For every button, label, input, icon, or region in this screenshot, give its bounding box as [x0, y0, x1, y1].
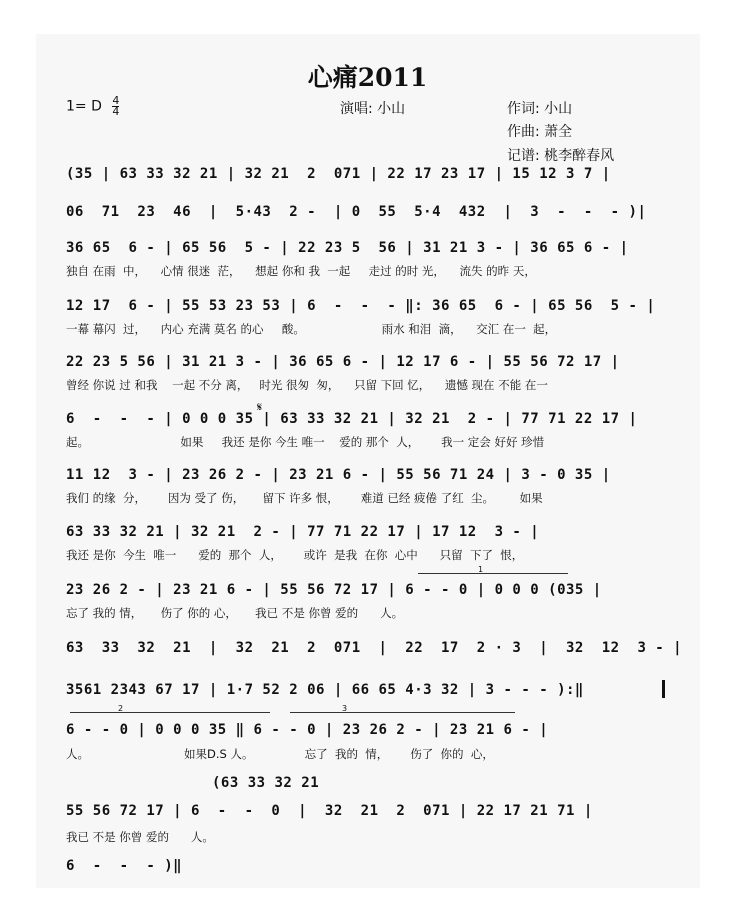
notation-line-6: 6 - - - | 0 0 0 35 | 63 33 32 21 | 32 21 2 - | 77 71 22 17 | — [66, 411, 638, 427]
volta-label-3: 3 — [342, 704, 348, 713]
song-title: 心痛2011 — [307, 63, 428, 92]
composer-credit: 作曲: 萧全 — [507, 124, 573, 140]
repeat-end-bar — [662, 680, 665, 698]
time-beats: 4 — [112, 94, 120, 107]
volta-bracket-2 — [70, 704, 270, 719]
volta-label-1: 1 — [478, 565, 484, 574]
volta-bracket-1 — [418, 565, 568, 580]
notation-line-3: 36 65 6 - | 65 56 5 - | 22 23 5 56 | 31 21 3 - | 36 65 6 - | — [66, 240, 629, 256]
volta-label-2: 2 — [118, 704, 124, 713]
notation-line-12: 6 - - 0 | 0 0 0 35 ‖ 6 - - 0 | 23 26 2 - | 23 21 6 - | — [66, 722, 549, 738]
time-signature — [112, 96, 119, 117]
notation-line-2: 06 71 23 46 | 5·43 2 - | 0 55 5·4 432 | 3 - - - )| — [66, 204, 647, 220]
lyric-line-9: 忘了 我的 情， 伤了 你的 心， 我已 不是 你曾 爱的 人。 — [66, 606, 404, 620]
key-signature — [66, 96, 119, 117]
lyricist-credit: 作词: 小山 — [507, 101, 573, 117]
notation-line-10: 63 33 32 21 | 32 21 2 071 | 22 17 2 · 3 | 32 12 3 - | — [66, 640, 683, 656]
lyric-line-8: 我还 是你 今生 唯一 爱的 那个 人， 或许 是我 在你 心中 只留 下了 恨， — [66, 548, 524, 562]
notation-line-8: 63 33 32 21 | 32 21 2 - | 77 71 22 17 | 17 12 3 - | — [66, 524, 540, 540]
lyric-line-7: 我们 的缘 分， 因为 受了 伤， 留下 许多 恨， 难道 已经 疲倦 了红 尘。 如果 — [66, 491, 543, 505]
notation-line-15: 6 - - - )‖ — [66, 858, 183, 874]
notation-line-11: 3561 2343 67 17 | 1·7 52 2 06 | 66 65 4·3 32 | 3 - - - ):‖ — [66, 682, 584, 698]
lyric-line-3: 独自 在雨 中， 心情 很迷 茫， 想起 你和 我 一起 走过 的时 光， 流失 的昨 天， — [66, 264, 536, 278]
notation-line-5: 22 23 5 56 | 31 21 3 - | 36 65 6 - | 12 17 6 - | 55 56 72 17 | — [66, 354, 620, 370]
lyric-line-12: 人。 如果D.S 人。 忘了 我的 情， 伤了 你的 心， — [66, 747, 494, 761]
notation-line-14: 55 56 72 17 | 6 - - 0 | 32 21 2 071 | 22 17 21 71 | — [66, 803, 593, 819]
lyric-line-6: 起。 如果 我还 是你 今生 唯一 爱的 那个 人， 我一 定会 好好 珍惜 — [66, 435, 545, 449]
notation-line-7: 11 12 3 - | 23 26 2 - | 23 21 6 - | 55 56 71 24 | 3 - 0 35 | — [66, 467, 611, 483]
volta-bracket-3 — [290, 704, 515, 719]
lyric-line-5: 曾经 你说 过 和我 一起 不分 离， 时光 很匆 匆， 只留 下回 忆， 遗憾 现在 不能 在一 — [66, 378, 548, 392]
transcriber-credit: 记谱: 桃李醉春风 — [507, 148, 615, 164]
singer-credit: 演唱: 小山 — [340, 101, 406, 117]
lyric-line-14: 我已 不是 你曾 爱的 人。 — [66, 830, 214, 844]
notation-line-9: 23 26 2 - | 23 21 6 - | 55 56 72 17 | 6 - - 0 | 0 0 0 (035 | — [66, 582, 602, 598]
notation-line-1: (35 | 63 33 32 21 | 32 21 2 071 | 22 17 23 17 | 15 12 3 7 | — [66, 166, 611, 182]
time-unit: 4 — [112, 105, 120, 118]
segno-sign: 𝄋 — [257, 400, 263, 414]
key-tonic: 1= D — [66, 98, 102, 115]
notation-line-4: 12 17 6 - | 55 53 23 53 | 6 - - - ‖: 36 65 6 - | 65 56 5 - | — [66, 298, 656, 314]
notation-line-13: (63 33 32 21 — [212, 775, 320, 791]
lyric-line-4: 一幕 幕闪 过， 内心 充满 莫名 的心 酸。 雨水 和泪 滴， 交汇 在一 起， — [66, 322, 557, 336]
